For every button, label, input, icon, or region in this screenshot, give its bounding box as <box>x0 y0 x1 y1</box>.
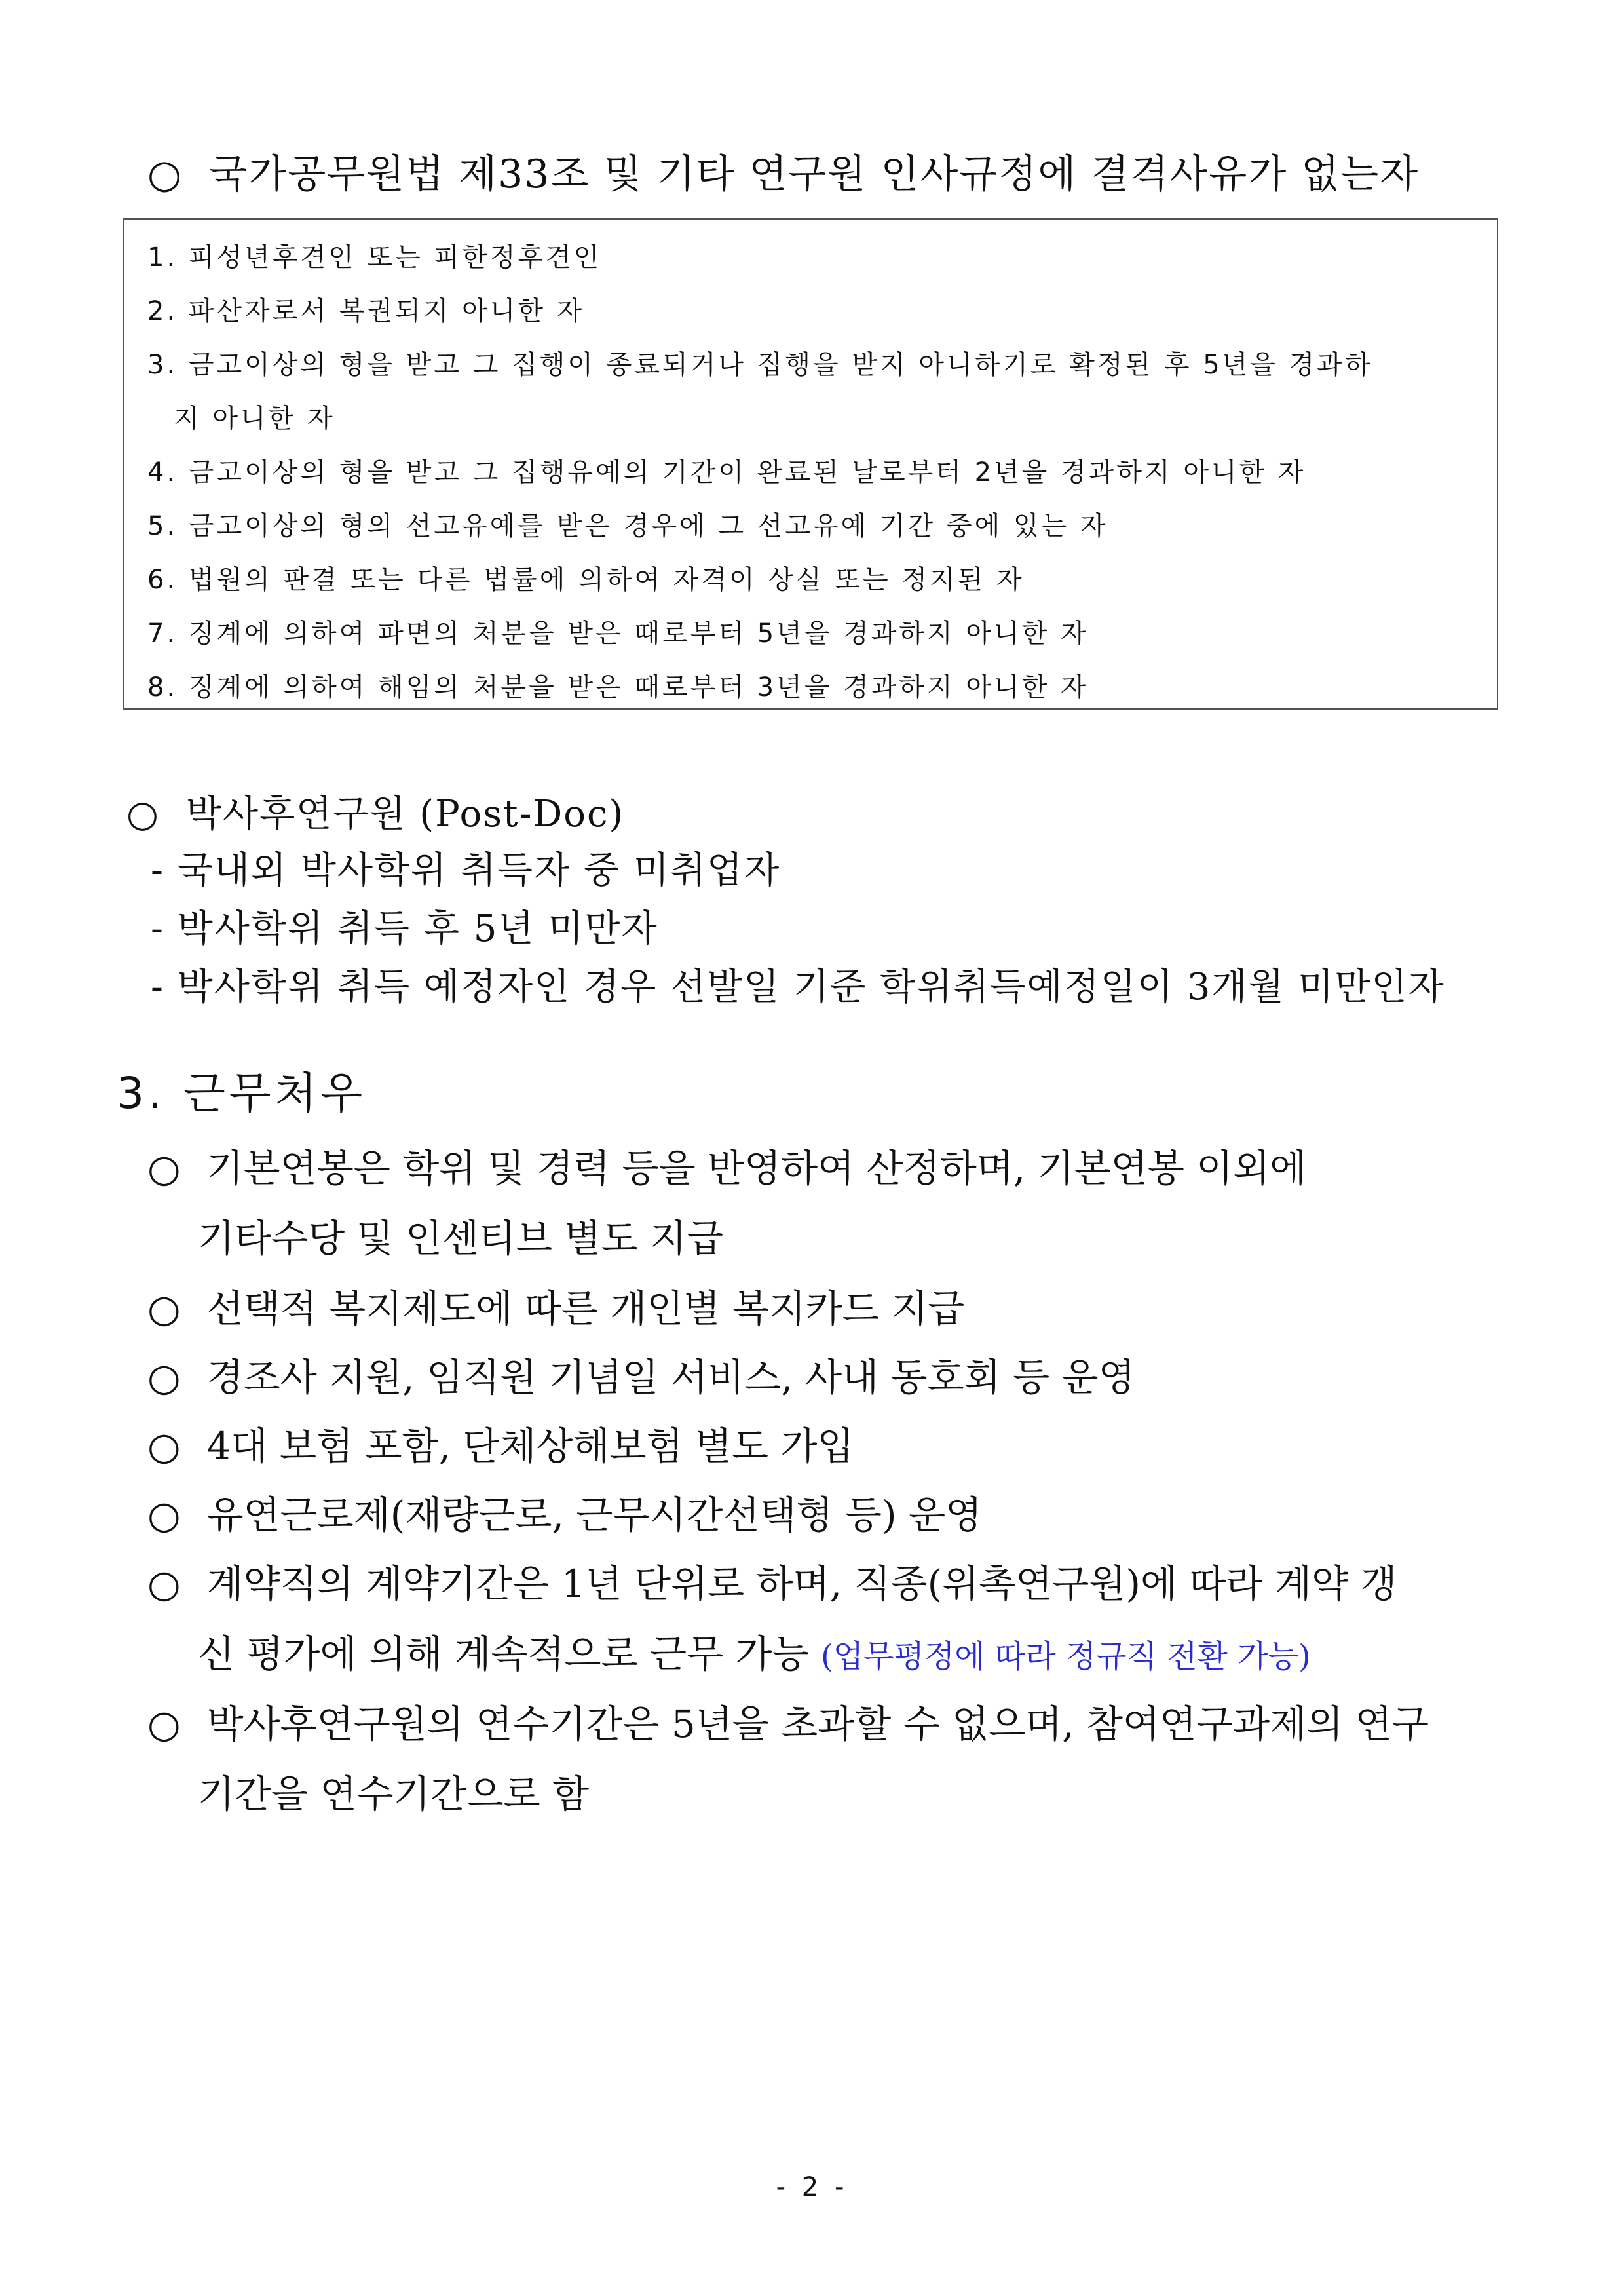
postdoc-item: - 박사학위 취득 후 5년 미만자 <box>151 908 658 950</box>
list-item: 1. 피성년후견인 또는 피한정후견인 <box>147 242 602 273</box>
bullet-icon: ○ <box>147 1355 181 1400</box>
work-item-text: 4대 보험 포함, 단체상해보험 별도 가입 <box>206 1424 854 1468</box>
work-item-text: 박사후연구원의 연수기간은 5년을 초과할 수 없으며, 참여연구과제의 연구 <box>206 1702 1429 1746</box>
work-item-text: 경조사 지원, 임직원 기념일 서비스, 사내 동호회 등 운영 <box>206 1355 1135 1400</box>
work-item-continuation: 기타수당 및 인센티브 별도 지급 <box>198 1216 724 1261</box>
disqualification-box <box>123 218 1498 710</box>
page-number: - 2 - <box>776 2172 848 2202</box>
postdoc-item: - 국내외 박사학위 취득자 중 미취업자 <box>151 849 781 892</box>
work-item-text: 신 평가에 의해 계속적으로 근무 가능 <box>198 1632 809 1676</box>
bullet-icon: ○ <box>147 1424 181 1468</box>
list-item: 8. 징계에 의하여 해임의 처분을 받은 때로부터 3년을 경과하지 아니한 자 <box>147 672 1089 702</box>
work-item <box>147 1415 854 1470</box>
bullet-icon: ○ <box>147 151 183 197</box>
work-item <box>147 1278 964 1333</box>
qualification-text: 국가공무원법 제33조 및 기타 연구원 인사규정에 결격사유가 없는자 <box>209 151 1420 197</box>
bullet-icon: ○ <box>147 1702 181 1746</box>
postdoc-title: 박사후연구원 (Post-Doc) <box>185 793 625 835</box>
list-item: 5. 금고이상의 형의 선고유예를 받은 경우에 그 선고유예 기간 중에 있는 자 <box>147 511 1108 541</box>
work-item-text: 기본연봉은 학위 및 경력 등을 반영하여 산정하며, 기본연봉 이외에 <box>206 1146 1307 1191</box>
work-item-text: 계약직의 계약기간은 1년 단위로 하며, 직종(위촉연구원)에 따라 계약 갱 <box>206 1561 1397 1606</box>
work-item-continuation <box>198 1623 1311 1678</box>
list-item: 3. 금고이상의 형을 받고 그 집행이 종료되거나 집행을 받지 아니하기로 확정된 후 5년을 경과하 <box>147 350 1373 380</box>
work-item <box>147 1484 982 1539</box>
conversion-note: (업무평정에 따라 정규직 전환 가능) <box>821 1638 1311 1675</box>
bullet-icon: ○ <box>147 1286 181 1331</box>
qualification-line <box>147 143 1419 199</box>
bullet-icon: ○ <box>126 793 160 835</box>
list-item: 7. 징계에 의하여 파면의 처분을 받은 때로부터 5년을 경과하지 아니한 자 <box>147 619 1089 649</box>
postdoc-item: - 박사학위 취득 예정자인 경우 선발일 기준 학위취득예정일이 3개월 미만인자 <box>151 966 1445 1008</box>
list-item: 6. 법원의 판결 또는 다른 법률에 의하여 자격이 상실 또는 정지된 자 <box>147 565 1025 595</box>
list-item: 4. 금고이상의 형을 받고 그 집행유예의 기간이 완료된 날로부터 2년을 경과하지 아니한 자 <box>147 457 1306 488</box>
bullet-icon: ○ <box>147 1493 181 1537</box>
section-heading: 3. 근무처우 <box>117 1068 366 1119</box>
work-item <box>147 1347 1135 1402</box>
work-item-text: 선택적 복지제도에 따른 개인별 복지카드 지급 <box>206 1286 965 1331</box>
work-item <box>147 1553 1397 1608</box>
bullet-icon: ○ <box>147 1146 181 1191</box>
list-item-continuation: 지 아니한 자 <box>174 404 335 434</box>
postdoc-title-line <box>126 785 624 837</box>
list-item: 2. 파산자로서 복권되지 아니한 자 <box>147 296 585 326</box>
work-item <box>147 1138 1306 1193</box>
work-item-continuation: 기간을 연수기간으로 함 <box>198 1772 590 1816</box>
bullet-icon: ○ <box>147 1561 181 1606</box>
work-item-text: 유연근로제(재량근로, 근무시간선택형 등) 운영 <box>206 1493 983 1537</box>
work-item <box>147 1693 1429 1748</box>
